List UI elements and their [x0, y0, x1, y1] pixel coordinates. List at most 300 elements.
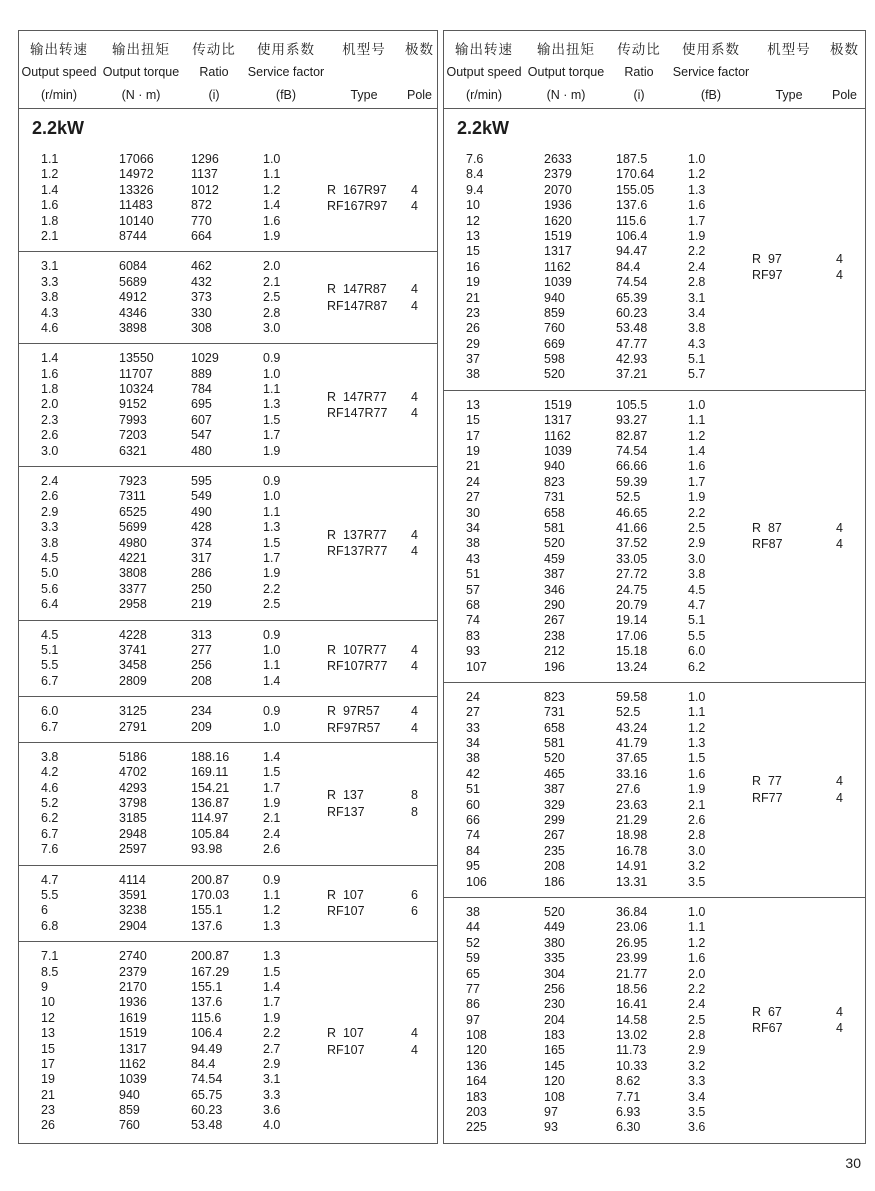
torque-value: 2904 — [119, 918, 147, 933]
torque-value: 196 — [544, 659, 565, 674]
ratio-value: 234 — [191, 704, 212, 719]
ratio-value: 872 — [191, 198, 212, 213]
torque-value: 10140 — [119, 213, 154, 228]
type-label — [752, 1004, 826, 1037]
ratio-value: 188.16 — [191, 749, 230, 764]
type-line: RF107 — [327, 904, 365, 919]
fb-value: 3.1 — [688, 290, 706, 305]
ratio-value: 37.52 — [616, 536, 648, 551]
ratio-value: 373 — [191, 290, 212, 305]
ratio-value: 115.6 — [191, 1010, 222, 1025]
torque-value: 346 — [544, 582, 565, 597]
ratio-value: 42.93 — [616, 352, 648, 367]
type-label — [327, 389, 401, 422]
speed-value: 2.6 — [41, 428, 59, 443]
torque-value: 11707 — [119, 366, 153, 381]
fb-value: 1.2 — [688, 428, 706, 443]
ratio-value: 52.5 — [616, 490, 641, 505]
fb-value: 4.7 — [688, 597, 706, 612]
torque-value: 10324 — [119, 382, 154, 397]
speed-value: 10 — [466, 198, 480, 213]
fb-value: 1.1 — [688, 920, 706, 935]
speed-value: 27 — [466, 705, 480, 720]
torque-value: 731 — [544, 490, 565, 505]
speed-value: 3.3 — [41, 520, 59, 535]
fb-value: 1.3 — [263, 397, 281, 412]
torque-value: 465 — [544, 766, 565, 781]
speed-value: 3.3 — [41, 274, 59, 289]
speed-value: 33 — [466, 720, 480, 735]
fb-value: 1.5 — [263, 412, 281, 427]
torque-value: 14972 — [119, 167, 154, 182]
type-line: RF147R87 — [327, 298, 388, 313]
fb-value: 2.2 — [688, 981, 706, 996]
fb-value: 1.6 — [688, 459, 706, 474]
ratio-value: 200.87 — [191, 949, 230, 964]
ratio-value: 82.87 — [616, 428, 648, 443]
spec-block — [444, 145, 865, 390]
page-number: 30 — [845, 1155, 861, 1171]
torque-value: 183 — [544, 1028, 565, 1043]
torque-value: 230 — [544, 997, 565, 1012]
fb-value: 1.0 — [263, 366, 281, 381]
spec-block — [19, 251, 437, 343]
ratio-value: 106.4 — [616, 228, 648, 243]
torque-value: 1039 — [119, 1072, 147, 1087]
torque-value: 2379 — [544, 167, 572, 182]
torque-value: 1619 — [119, 1010, 147, 1025]
col-header-unit: Type — [350, 88, 378, 102]
ratio-value: 7.71 — [616, 1089, 641, 1104]
torque-value: 120 — [544, 1074, 565, 1089]
col-header-output-torque — [524, 38, 608, 102]
torque-value: 731 — [544, 705, 565, 720]
torque-value: 1039 — [544, 275, 572, 290]
torque-value: 4346 — [119, 305, 147, 320]
torque-value: 212 — [544, 644, 565, 659]
fb-value: 3.8 — [688, 321, 706, 336]
torque-value: 208 — [544, 859, 565, 874]
fb-value: 2.5 — [688, 520, 706, 535]
ratio-value: 330 — [191, 305, 212, 320]
torque-value: 17066 — [119, 152, 154, 166]
type-line: RF67 — [752, 1021, 783, 1036]
speed-value: 4.5 — [41, 627, 59, 642]
fb-value: 2.9 — [688, 536, 706, 551]
fb-value: 1.3 — [263, 918, 281, 933]
type-label — [327, 703, 401, 736]
speed-value: 23 — [41, 1103, 55, 1118]
spec-blocks-left — [19, 145, 437, 1141]
pole-line: 4 — [836, 520, 843, 535]
pole-value — [401, 787, 438, 820]
fb-value: 2.5 — [688, 1012, 706, 1027]
torque-value: 1317 — [544, 413, 572, 428]
torque-value: 2379 — [119, 964, 147, 979]
torque-value: 97 — [544, 1105, 558, 1120]
torque-value: 2809 — [119, 673, 147, 688]
ratio-value: 317 — [191, 550, 212, 565]
type-line: RF97R57 — [327, 720, 381, 735]
fb-value: 1.1 — [263, 658, 281, 673]
fb-value: 3.3 — [688, 1074, 706, 1089]
col-header-zh: 机型号 — [767, 42, 811, 57]
torque-value: 459 — [544, 551, 565, 566]
torque-value: 658 — [544, 720, 565, 735]
pole-line: 8 — [411, 804, 418, 819]
fb-value: 1.3 — [263, 949, 281, 964]
torque-value: 760 — [544, 321, 565, 336]
torque-value: 940 — [544, 459, 565, 474]
type-line: RF97 — [752, 268, 783, 283]
fb-value: 2.2 — [688, 505, 706, 520]
fb-value: 5.7 — [688, 367, 706, 382]
ratio-value: 19.14 — [616, 613, 648, 628]
torque-value: 1162 — [119, 1056, 146, 1071]
speed-value: 42 — [466, 766, 480, 781]
ratio-value: 65.39 — [616, 290, 648, 305]
torque-value: 329 — [544, 797, 565, 812]
col-header-ratio — [183, 38, 245, 102]
pole-line: 4 — [411, 527, 418, 542]
speed-value: 43 — [466, 551, 480, 566]
speed-value: 225 — [466, 1120, 487, 1135]
pole-line: 4 — [411, 406, 418, 421]
fb-value: 1.0 — [263, 642, 281, 657]
speed-value: 65 — [466, 966, 480, 981]
fb-value: 1.0 — [263, 489, 281, 504]
speed-value: 38 — [466, 904, 480, 919]
speed-value: 5.5 — [41, 658, 59, 673]
ratio-value: 595 — [191, 474, 212, 489]
col-header-type — [752, 38, 826, 102]
col-header-service-factor — [245, 38, 327, 102]
ratio-value: 14.58 — [616, 1012, 648, 1027]
ratio-value: 13.24 — [616, 659, 648, 674]
speed-value: 4.6 — [41, 780, 59, 795]
speed-value: 10 — [41, 995, 55, 1010]
torque-value: 5689 — [119, 274, 147, 289]
torque-value: 940 — [119, 1087, 140, 1102]
speed-value: 136 — [466, 1058, 487, 1073]
speed-value: 1.4 — [41, 351, 59, 366]
spec-block — [444, 390, 865, 682]
torque-value: 186 — [544, 874, 565, 889]
fb-value: 2.0 — [263, 259, 281, 274]
fb-value: 3.1 — [263, 1072, 281, 1087]
fb-value: 1.9 — [688, 782, 706, 797]
col-header-en: Service factor — [672, 65, 750, 80]
speed-value: 13 — [41, 1026, 55, 1041]
ratio-value: 1012 — [191, 182, 219, 197]
torque-value: 1039 — [544, 444, 572, 459]
speed-value: 1.4 — [41, 182, 59, 197]
speed-value: 12 — [466, 213, 480, 228]
torque-value: 1519 — [119, 1026, 147, 1041]
fb-value: 1.7 — [688, 474, 706, 489]
speed-value: 2.4 — [41, 474, 59, 489]
fb-value: 4.0 — [263, 1118, 281, 1133]
speed-value: 74 — [466, 613, 480, 628]
torque-value: 940 — [544, 290, 565, 305]
fb-value: 0.9 — [263, 351, 281, 366]
ratio-value: 889 — [191, 366, 212, 381]
pole-line: 4 — [836, 251, 843, 266]
pole-line: 4 — [411, 199, 418, 214]
torque-value: 380 — [544, 935, 565, 950]
power-section-title: 2.2kW — [32, 118, 85, 138]
type-label — [327, 1025, 401, 1058]
fb-value: 1.0 — [688, 689, 706, 704]
col-header-zh: 传动比 — [192, 42, 236, 57]
col-header-zh: 使用系数 — [257, 42, 315, 57]
spec-block — [19, 620, 437, 697]
ratio-value: 59.58 — [616, 689, 648, 704]
fb-value: 1.6 — [688, 198, 706, 213]
ratio-value: 547 — [191, 428, 212, 443]
pole-line: 4 — [836, 537, 843, 552]
torque-value: 7923 — [119, 474, 147, 489]
col-header-zh: 使用系数 — [682, 42, 740, 57]
torque-value: 598 — [544, 352, 565, 367]
fb-value: 1.9 — [688, 490, 706, 505]
torque-value: 108 — [544, 1089, 565, 1104]
torque-value: 520 — [544, 751, 565, 766]
fb-value: 1.4 — [263, 198, 281, 213]
torque-value: 7311 — [119, 489, 146, 504]
ratio-value: 18.56 — [616, 981, 648, 996]
ratio-value: 170.03 — [191, 888, 230, 903]
ratio-value: 93.27 — [616, 413, 648, 428]
speed-value: 34 — [466, 736, 480, 751]
speed-value: 38 — [466, 367, 480, 382]
torque-value: 4221 — [119, 550, 147, 565]
pole-value — [401, 182, 438, 215]
ratio-value: 219 — [191, 597, 212, 612]
pole-value — [826, 773, 863, 806]
power-section-title: 2.2kW — [457, 118, 510, 138]
pole-value — [401, 527, 438, 560]
fb-value: 2.8 — [688, 1028, 706, 1043]
ratio-value: 15.18 — [616, 644, 648, 659]
fb-value: 2.4 — [688, 997, 706, 1012]
fb-value: 1.7 — [263, 428, 281, 443]
ratio-value: 59.39 — [616, 474, 648, 489]
speed-value: 97 — [466, 1012, 480, 1027]
ratio-value: 200.87 — [191, 872, 230, 887]
ratio-value: 41.66 — [616, 520, 648, 535]
ratio-value: 480 — [191, 443, 212, 458]
fb-value: 1.5 — [263, 765, 281, 780]
fb-value: 5.1 — [688, 613, 706, 628]
type-label — [752, 773, 826, 806]
torque-value: 520 — [544, 536, 565, 551]
fb-value: 5.5 — [688, 628, 706, 643]
torque-value: 3798 — [119, 796, 147, 811]
ratio-value: 16.78 — [616, 843, 648, 858]
type-line: RF87 — [752, 537, 783, 552]
speed-value: 24 — [466, 474, 480, 489]
speed-value: 9 — [41, 979, 48, 994]
fb-value: 1.9 — [263, 566, 281, 581]
pole-line: 4 — [836, 774, 843, 789]
speed-value: 9.4 — [466, 182, 484, 197]
col-header-pole — [826, 38, 863, 102]
col-header-zh: 极数 — [405, 42, 434, 57]
torque-value: 520 — [544, 367, 565, 382]
speed-value: 29 — [466, 336, 480, 351]
ratio-value: 490 — [191, 504, 212, 519]
torque-value: 4702 — [119, 765, 147, 780]
col-header-en: Output torque — [102, 65, 180, 80]
fb-value: 2.6 — [263, 842, 281, 857]
ratio-value: 432 — [191, 274, 212, 289]
type-line: R 147R87 — [327, 282, 387, 297]
pole-line: 4 — [411, 659, 418, 674]
ratio-value: 167.29 — [191, 964, 230, 979]
torque-value: 2948 — [119, 826, 147, 841]
torque-value: 145 — [544, 1058, 565, 1073]
fb-value: 1.1 — [263, 888, 281, 903]
speed-value: 19 — [466, 444, 480, 459]
fb-value: 2.9 — [263, 1056, 281, 1071]
fb-value: 1.9 — [263, 1010, 281, 1025]
fb-value: 1.2 — [688, 167, 706, 182]
fb-value: 1.7 — [263, 780, 281, 795]
ratio-value: 43.24 — [616, 720, 648, 735]
ratio-value: 607 — [191, 412, 212, 427]
col-header-zh: 极数 — [830, 42, 859, 57]
ratio-value: 74.54 — [191, 1072, 223, 1087]
fb-value: 2.1 — [688, 797, 706, 812]
torque-value: 2633 — [544, 152, 572, 166]
speed-value: 203 — [466, 1105, 487, 1120]
ratio-value: 16.41 — [616, 997, 648, 1012]
pole-value — [401, 281, 438, 314]
speed-value: 84 — [466, 843, 480, 858]
speed-value: 2.6 — [41, 489, 59, 504]
pole-line: 4 — [836, 1021, 843, 1036]
ratio-value: 53.48 — [616, 321, 648, 336]
spec-block — [19, 145, 437, 251]
col-header-en: Output torque — [527, 65, 605, 80]
type-line: R 137R77 — [327, 527, 387, 542]
torque-value: 3377 — [119, 581, 147, 596]
ratio-value: 250 — [191, 581, 212, 596]
type-line: RF167R97 — [327, 199, 388, 214]
fb-value: 0.9 — [263, 872, 281, 887]
torque-value: 823 — [544, 474, 565, 489]
pole-line: 4 — [836, 790, 843, 805]
pole-line: 4 — [411, 642, 418, 657]
speed-value: 66 — [466, 813, 480, 828]
col-header-en: Service factor — [247, 65, 325, 80]
ratio-value: 94.47 — [616, 244, 648, 259]
fb-value: 1.3 — [688, 182, 706, 197]
speed-value: 38 — [466, 751, 480, 766]
spec-table-left — [18, 30, 438, 1144]
pole-value — [826, 520, 863, 553]
spec-table-right — [443, 30, 866, 1144]
spec-blocks-right — [444, 145, 865, 1143]
ratio-value: 8.62 — [616, 1074, 641, 1089]
speed-value: 16 — [466, 259, 480, 274]
torque-value: 235 — [544, 843, 565, 858]
ratio-value: 137.6 — [191, 995, 223, 1010]
col-header-en: Output speed — [446, 65, 522, 80]
speed-value: 12 — [41, 1010, 55, 1025]
pole-value — [401, 887, 438, 920]
speed-value: 2.1 — [41, 228, 59, 243]
ratio-value: 114.97 — [191, 811, 229, 826]
speed-value: 5.5 — [41, 888, 59, 903]
col-header-en: Output speed — [21, 65, 97, 80]
speed-value: 26 — [466, 321, 480, 336]
ratio-value: 60.23 — [191, 1103, 223, 1118]
torque-value: 658 — [544, 505, 565, 520]
ratio-value: 308 — [191, 320, 212, 335]
torque-value: 299 — [544, 813, 565, 828]
type-label — [327, 787, 401, 820]
speed-value: 15 — [466, 244, 480, 259]
fb-value: 1.6 — [688, 766, 706, 781]
speed-value: 1.8 — [41, 213, 59, 228]
torque-value: 3898 — [119, 320, 147, 335]
ratio-value: 1137 — [191, 167, 218, 182]
type-line: R 97 — [752, 251, 782, 266]
speed-value: 23 — [466, 305, 480, 320]
fb-value: 1.0 — [688, 152, 706, 166]
speed-value: 6.7 — [41, 719, 59, 734]
ratio-value: 1296 — [191, 152, 219, 166]
speed-value: 95 — [466, 859, 480, 874]
torque-value: 669 — [544, 336, 565, 351]
speed-value: 3.1 — [41, 259, 59, 274]
torque-value: 238 — [544, 628, 565, 643]
col-header-zh: 输出转速 — [455, 42, 513, 57]
ratio-value: 374 — [191, 535, 212, 550]
fb-value: 3.5 — [688, 1105, 706, 1120]
fb-value: 6.0 — [688, 644, 706, 659]
ratio-value: 137.6 — [616, 198, 648, 213]
type-label — [327, 887, 401, 920]
spec-block — [444, 897, 865, 1143]
torque-value: 2070 — [544, 182, 572, 197]
speed-value: 2.0 — [41, 397, 59, 412]
ratio-value: 53.48 — [191, 1118, 223, 1133]
torque-value: 3125 — [119, 704, 147, 719]
speed-value: 4.7 — [41, 872, 59, 887]
fb-value: 0.9 — [263, 474, 281, 489]
col-header-unit: (r/min) — [465, 88, 503, 102]
torque-value: 859 — [544, 305, 565, 320]
torque-value: 3808 — [119, 566, 147, 581]
ratio-value: 313 — [191, 627, 212, 642]
pole-line: 4 — [836, 268, 843, 283]
torque-value: 2597 — [119, 842, 147, 857]
spec-block — [19, 742, 437, 865]
speed-value: 6 — [41, 903, 48, 918]
torque-value: 3741 — [119, 642, 147, 657]
speed-value: 74 — [466, 828, 480, 843]
torque-value: 581 — [544, 520, 565, 535]
col-header-zh: 传动比 — [617, 42, 661, 57]
torque-value: 1620 — [544, 213, 572, 228]
col-header-zh: 输出扭矩 — [112, 42, 170, 57]
torque-value: 335 — [544, 951, 565, 966]
speed-value: 59 — [466, 951, 480, 966]
ratio-value: 770 — [191, 213, 212, 228]
